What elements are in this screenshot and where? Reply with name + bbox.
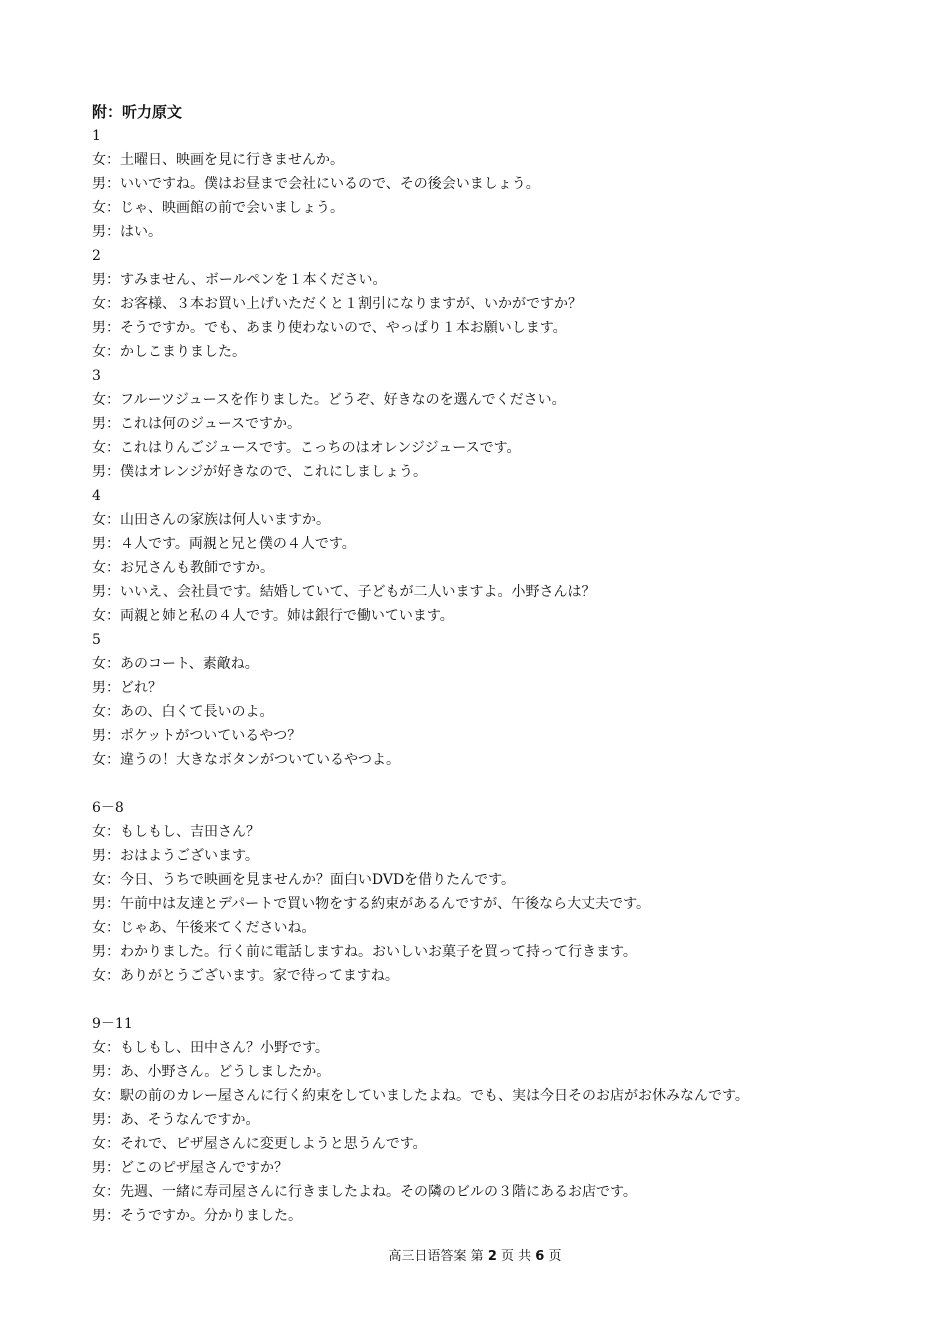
transcript-line: 男：午前中は友達とデパートで買い物をする約束があるんですが、午後なら大丈夫です。 [92,896,651,912]
transcript-line: 男：あ、小野さん。どうしましたか。 [92,1064,331,1080]
transcript-line: 女：ありがとうございます。家で待ってますね。 [92,968,399,984]
transcript-line: 男：そうですか。分かりました。 [92,1208,302,1224]
transcript-body [92,100,912,1228]
transcript-line: 男：すみません、ボールペンを１本ください。 [92,272,387,288]
transcript-line: 男：どこのピザ屋さんですか？ [92,1160,288,1176]
transcript-line: 女：あの、白くて長いのよ。 [92,704,274,720]
transcript-line: 女：両親と姉と私の４人です。姉は銀行で働いています。 [92,608,454,624]
transcript-line: 女：違うの！大きなボタンがついているやつよ。 [92,752,400,768]
transcript-line: 男：いいえ、会社員です。結婚していて、子どもが二人いますよ。小野さんは？ [92,584,596,600]
transcript-line: 女：これはりんごジュースです。こっちのはオレンジジュースです。 [92,440,521,456]
blank-line [92,772,912,796]
transcript-line: 9－11 [92,1016,133,1032]
transcript-lines [92,124,912,1228]
transcript-line: 3 [92,368,101,384]
transcript-line: 女：じゃあ、午後来てくださいね。 [92,920,316,936]
transcript-line: 女：先週、一緒に寿司屋さんに行きましたよね。その隣のビルの３階にあるお店です。 [92,1184,637,1200]
transcript-line: 女：お客様、３本お買い上げいただくと１割引になりますが、いかがですか？ [92,296,582,312]
transcript-line: 女：あのコート、素敵ね。 [92,656,259,672]
footer-page-current: 2 [487,1249,497,1264]
transcript-line: 2 [92,248,101,264]
transcript-line: 男：はい。 [92,224,162,240]
transcript-line: 女：今日、うちで映画を見ませんか？面白いDVDを借りたんです。 [92,872,516,888]
transcript-line: 女：山田さんの家族は何人いますか。 [92,512,330,528]
footer-page-total: 6 [535,1249,545,1264]
transcript-line: 女：駅の前のカレー屋さんに行く約束をしていましたよね。でも、実は今日そのお店がお休みなんです。 [92,1088,749,1104]
transcript-line: 女：もしもし、田中さん？小野です。 [92,1040,329,1056]
transcript-line: 女：土曜日、映画を見に行きませんか。 [92,152,344,168]
page-footer [0,1247,950,1267]
transcript-line: 女：フルーツジュースを作りました。どうぞ、好きなのを選んでください。 [92,392,566,408]
transcript-line: 男：あ、そうなんですか。 [92,1112,260,1128]
transcript-line: 男：どれ？ [92,680,162,696]
transcript-line: 女：それで、ピザ屋さんに変更しようと思うんです。 [92,1136,427,1152]
transcript-line: 4 [92,488,101,504]
blank-line [92,988,912,1012]
transcript-line: 男：これは何のジュースですか。 [92,416,302,432]
transcript-line: 男：ポケットがついているやつ？ [92,728,302,744]
footer-page-prefix: 第 [470,1249,484,1264]
transcript-line: 1 [92,128,101,144]
transcript-line: 女：かしこまりました。 [92,344,246,360]
transcript-line: 5 [92,632,101,648]
transcript-line: 女：もしもし、吉田さん？ [92,824,260,840]
transcript-line: 男：僕はオレンジが好きなので、これにしましょう。 [92,464,428,480]
transcript-line: 男：そうですか。でも、あまり使わないので、やっぱり１本お願いします。 [92,320,567,336]
transcript-line: 女：お兄さんも教師ですか。 [92,560,274,576]
transcript-line: 男：おはようございます。 [92,848,259,864]
transcript-line: 女：じゃ、映画館の前で会いましょう。 [92,200,344,216]
footer-page-suffix: 页 [548,1249,562,1264]
transcript-line: 男：わかりました。行く前に電話しますね。おいしいお菓子を買って持って行きます。 [92,944,637,960]
footer-page-mid: 页 共 [501,1249,532,1264]
transcript-line: 6－8 [92,800,124,816]
footer-doc-name: 高三日语答案 [388,1249,467,1264]
transcript-line: 男：いいですね。僕はお昼まで会社にいるので、その後会いましょう。 [92,176,540,192]
transcript-line: 男：４人です。両親と兄と僕の４人です。 [92,536,356,552]
section-heading: 附：听力原文 [92,103,183,121]
